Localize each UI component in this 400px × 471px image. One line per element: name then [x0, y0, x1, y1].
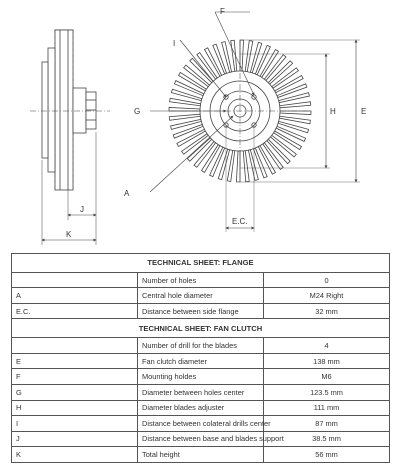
label-j: J — [80, 205, 84, 214]
table-row: E Fan clutch diameter 138 mm — [12, 353, 390, 369]
fan-clutch-header-row — [12, 319, 390, 338]
table-row: Number of drill for the blades 4 — [12, 338, 390, 354]
flange-header-row — [12, 254, 390, 273]
label-g: G — [134, 107, 141, 116]
fin — [236, 151, 240, 182]
side-view — [30, 30, 110, 245]
table-row: H Diameter blades adjuster 111 mm — [12, 400, 390, 416]
table-row: J Distance between base and blades support 38.5 mm — [12, 431, 390, 447]
table-row: A Central hole diameter M24 Right — [12, 288, 390, 304]
label-e: E — [361, 107, 367, 116]
label-a: A — [124, 189, 130, 198]
table-row: G Diameter between holes center 123.5 mm — [12, 384, 390, 400]
fin — [280, 111, 311, 115]
front-view — [150, 12, 360, 232]
flange-title: TECHNICAL SHEET: FLANGE — [12, 254, 390, 273]
table-row: E.C. Distance between side flange 32 mm — [12, 303, 390, 319]
label-i: I — [173, 39, 176, 48]
table-row: Number of holes 0 — [12, 272, 390, 288]
label-k: K — [66, 230, 72, 239]
fin — [169, 107, 200, 111]
table-row: F Mounting holdes M6 — [12, 369, 390, 385]
table-row: K Total height 56 mm — [12, 447, 390, 463]
fin — [169, 114, 200, 120]
technical-sheet-table — [11, 253, 390, 463]
label-f: F — [220, 7, 225, 16]
label-h: H — [330, 107, 336, 116]
fan-clutch-title: TECHNICAL SHEET: FAN CLUTCH — [12, 319, 390, 338]
fin — [243, 151, 249, 182]
label-ec: E.C. — [232, 217, 248, 226]
fin — [280, 102, 311, 108]
table-row: I Distance between colateral drills center 87 mm — [12, 416, 390, 432]
